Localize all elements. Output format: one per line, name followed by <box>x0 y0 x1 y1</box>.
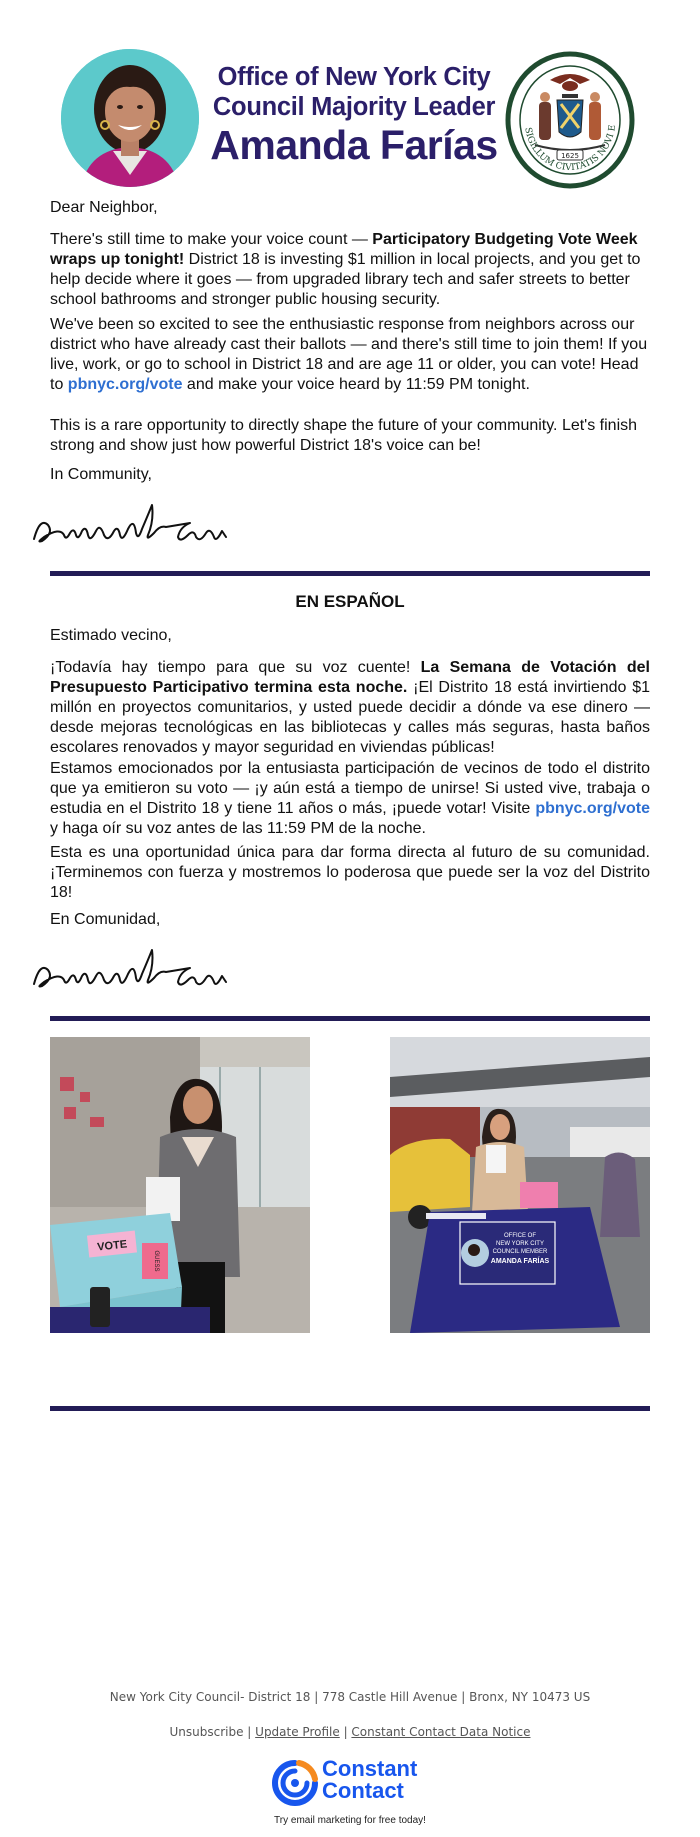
title-line-1: Office of New York City <box>217 63 491 91</box>
english-greeting <box>50 198 650 218</box>
footer-separator: | <box>339 1725 352 1739</box>
english-paragraph-3 <box>50 416 650 456</box>
nyc-seal-icon <box>505 50 635 190</box>
footer-address: New York City Council- District 18 | 778 Castle Hill Avenue | Bronx, NY 10473 US <box>109 1690 591 1704</box>
title-line-2: Council Majority Leader <box>212 93 496 121</box>
p2-text: We've been so excited to see the enthusiastic response from neighbors across our district who have already cast their ballots — and there's still time to join them! If you live, work, or go to school in District 18 and are age 11 or older, you can vote! Head to <box>50 316 648 393</box>
p2-after: and make your voice heard by 11:59 PM tonight. <box>182 376 530 393</box>
photo-voting-box <box>50 1037 310 1333</box>
english-closing <box>50 465 650 485</box>
vote-sign-text: VOTE <box>96 1238 128 1254</box>
signature-icon <box>30 942 240 1002</box>
newsletter-header <box>0 0 700 215</box>
seal-year: 1625 <box>561 152 579 160</box>
banner-line-4: AMANDA FARÍAS <box>490 1258 550 1265</box>
spanish-paragraph-2 <box>50 759 650 839</box>
p1-rest: ¡El Distrito 18 está invirtiendo $1 millón en proyectos comunitarios, y usted puede decidir a dónde va ese dinero — desde mejoras tecnológicas en las bibliotecas y calles más seguras, hasta baños escolares renovados y mayor seguridad en viviendas públicas! <box>50 679 650 756</box>
section-divider <box>50 571 650 576</box>
p1-intro: There's still time to make your voice count — <box>50 231 373 248</box>
spanish-paragraph-3 <box>50 843 650 903</box>
closing-text: En Comunidad, <box>50 911 161 928</box>
spanish-greeting <box>50 626 650 646</box>
office-title <box>198 62 510 168</box>
footer-separator: | <box>243 1725 256 1739</box>
unsubscribe-link[interactable]: Unsubscribe <box>169 1725 244 1739</box>
vote-link[interactable]: pbnyc.org/vote <box>67 376 183 393</box>
p1-bold: Participatory Budgeting Vote Week wraps up tonight! <box>50 231 638 268</box>
p3-text: Esta es una oportunidad única para dar forma directa al futuro de su comunidad. ¡Terminemos con fuerza y mostremos lo poderosa que puede ser la voz del Distrito 18! <box>50 844 650 901</box>
p1-bold: La Semana de Votación del Presupuesto Participativo termina esta noche. <box>50 659 650 696</box>
banner-line-1: OFFICE OF <box>504 1233 536 1239</box>
title-name: Amanda Farías <box>210 122 498 168</box>
p3-text: This is a rare opportunity to directly shape the future of your community. Let's finish strong and show just how powerful District 18's voice can be! <box>50 417 638 454</box>
greeting-text: Estimado vecino, <box>50 627 172 644</box>
spanish-heading: EN ESPAÑOL <box>295 592 405 611</box>
box-sign-text: GUESS <box>153 1250 159 1272</box>
logo-line-2: Contact <box>322 1778 404 1803</box>
english-paragraph-2 <box>50 315 650 395</box>
spanish-closing <box>50 910 650 930</box>
signature-icon <box>30 497 240 557</box>
seal-text: SIGILLUM CIVITATIS NOVI E <box>522 124 618 174</box>
banner-line-2: NEW YORK CITY <box>496 1241 544 1247</box>
closing-text: In Community, <box>50 466 152 483</box>
constant-contact-tagline[interactable]: Try email marketing for free today! <box>274 1815 426 1826</box>
constant-contact-icon <box>270 1758 320 1808</box>
data-notice-link[interactable]: Constant Contact Data Notice <box>351 1725 531 1739</box>
english-paragraph-1 <box>50 230 650 310</box>
section-divider <box>50 1406 650 1411</box>
portrait-photo <box>61 49 199 187</box>
update-profile-link[interactable]: Update Profile <box>255 1725 340 1739</box>
footer-links <box>50 1724 650 1740</box>
greeting-text: Dear Neighbor, <box>50 199 158 216</box>
banner-line-3: COUNCIL MEMBER <box>492 1249 548 1255</box>
vote-link[interactable]: pbnyc.org/vote <box>535 800 650 817</box>
constant-contact-wordmark[interactable] <box>322 1758 417 1802</box>
photo-tabling-event <box>390 1037 650 1333</box>
section-divider <box>50 1016 650 1021</box>
p2-text: Estamos emocionados por la entusiasta participación de vecinos de todo el distrito que ya emitieron su voto — ¡y aún está a tiempo de unirse! Si usted vive, trabaja o estudia en el Distrito 18 y tiene 11 años o más, ¡puede votar! Visite <box>50 760 650 817</box>
logo-line-1: Constant <box>322 1756 418 1781</box>
p1-rest: District 18 is investing $1 million in local projects, and you get to help decide where it goes — from upgraded library tech and safer streets to better school bathrooms and stronger public housing security. <box>50 251 641 308</box>
p2-after: y haga oír su voz antes de las 11:59 PM de la noche. <box>50 820 426 837</box>
spanish-paragraph-1 <box>50 658 650 758</box>
p1-intro: ¡Todavía hay tiempo para que su voz cuente! <box>50 659 421 676</box>
